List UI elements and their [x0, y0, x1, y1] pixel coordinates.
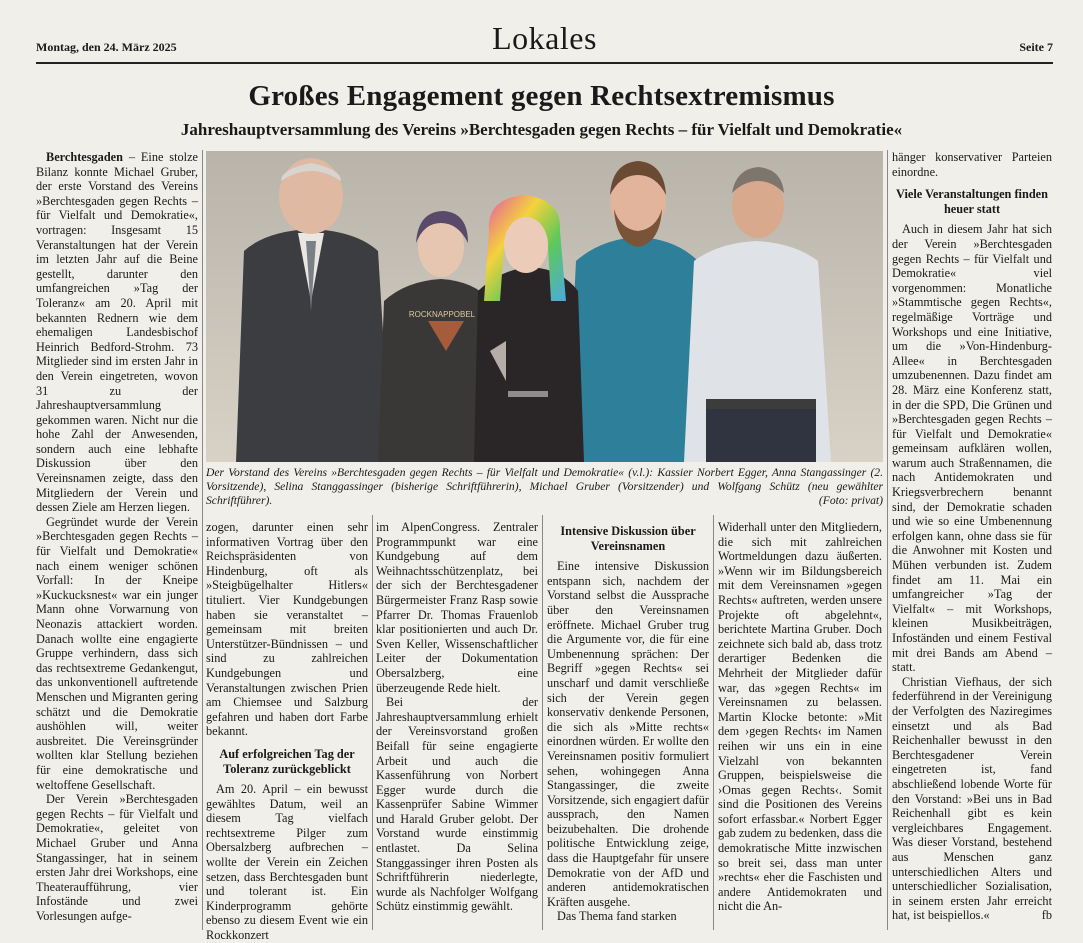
body-paragraph: Gegründet wurde der Verein »Berchtesgaden gegen Rechts – für Vielfalt und Demokratie« nach einem weniger schönen Vorfall: In der Kneipe »Kuckucksnest« war ein junger Mann ohne Vorwarnung von Neonazis attackiert worden. Danach wollte eine engagierte Gruppe verhindern, dass sich das rechtsextreme Gedankengut, das unkonventionell auftretende Menschen und Migranten gering schätzt und die Demokratie aushöhlen will, weiter ausbreitet. Die Vereinsgründer wollten klar Stellung beziehen für eine demokratische und weltoffene Gesellschaft. [36, 514, 198, 792]
page-header [36, 18, 1053, 64]
article-column-1 [36, 150, 198, 930]
lead-text: – Eine stolze Bilanz konnte Michael Gruber, der erste Vorstand des Vereins »Berchtesgaden gegen Rechts – für Vielfalt und Demokratie«, vortragen: Insgesamt 15 Veranstaltungen hat der Verein im letzten Jahr auf die Beine gestellt, darunter den umfangreichen »Tag der Toleranz« am 20. April mit bekannten Rednern wie dem ehemaligen Landesbischof Heinrich Bedford-Strohm. 73 Mitglieder sind im ersten Jahr in den Verein eingetreten, wovon 31 zu der Jahreshauptversammlung gekommen waren. Nicht nur die hohe Zahl der Anwesenden, sondern auch eine lebhafte Diskussion über den Vereinsnamen zeigte, dass den Mitgliedern der Verein und dessen Ziele am Herzen liegen. [36, 150, 198, 515]
article-subheadline: Jahreshauptversammlung des Vereins »Berchtesgaden gegen Rechts – für Vielfalt und Demokratie« [180, 120, 903, 139]
column-rule [372, 515, 373, 930]
body-paragraph: Am 20. April – ein bewusst gewähltes Datum, weil an diesem Tag vielfach rechtsextreme Pilger zum Obersalzberg aufbrechen – wollte der Verein ein Zeichen setzen, dass Berchtesgaden bunt und tolerant ist. Ein Kinderprogramm gehörte ebenso zu diesem Event wie ein Rockkonzert [206, 782, 368, 943]
article-column-4 [547, 520, 709, 930]
column-rule [887, 150, 888, 930]
hoodie-print: ROCKNAPPOBEL [408, 310, 476, 319]
subheading-diskussion: Intensive Diskussion über Vereinsnamen [560, 524, 696, 553]
article-column-3 [376, 520, 538, 930]
body-paragraph: hänger konservativer Parteien einordne. [892, 150, 1052, 179]
article-photo [206, 151, 883, 462]
author-signature: fb [1041, 908, 1052, 923]
body-paragraph: zogen, darunter einen sehr informativen Vortrag über den Reichspräsidenten von Hindenburg, oft als »Steigbügelhalter Hitlers« tituliert. Vier Kundgebungen haben sie veranstaltet – gemeinsam mit breiten Unterstützer-Bündnissen – und sind zu zahlreichen Kundgebungen und Veranstaltungen zwischen Prien am Chiemsee und Salzburg gefahren und haben dort Farbe bekannt. [206, 520, 368, 739]
caption-text: Der Vorstand des Vereins »Berchtesgaden gegen Rechts – für Vielfalt und Demokratie« (v.l.): Kassier Norbert Egger, Anna Stangassinger (2. Vorsitzende), Selina Stanggassinger (bisherige Schriftführerin), Michael Gruber (Vorsitzender) und Wolfgang Schütz (neu gewählter Schriftführer). [206, 466, 883, 507]
section-title: Lokales [492, 20, 597, 56]
dateline: Berchtesgaden [46, 150, 123, 164]
body-paragraph: Eine intensive Diskussion entspann sich, nachdem der Vorstand selbst die Aussprache über den Vereinsnamen eröffnete. Michael Gruber trug die Argumente vor, die für eine Umbenennung sprächen: Der Begriff »gegen Rechts« sei unscharf und damit verschließe sich der Verein gegen konservativ denkende Personen, die sich als »Mitte rechts« einordnen würden. Er wollte den Vereinsnamen positiv formuliert sehen, wohingegen Anna Stangassinger, die zweite Vorsitzende, sich engagiert dafür aussprach, den Namen beizubehalten. Die drohende politische Entwicklung zeige, dass die Hauptgefahr für unsere Demokratie von der AfD und anderen antidemokratischen Kräften ausgehe. [547, 559, 709, 909]
body-paragraph: Der Verein »Berchtesgaden gegen Rechts – für Vielfalt und Demokratie«, geleitet von Michael Gruber und Anna Stangassinger, hat in seinem ersten Jahr drei Workshops, eine Theateraufführung, vier Infostände und zwei Vorlesungen aufge- [36, 792, 198, 923]
group-photo [206, 151, 883, 462]
body-paragraph: Auch in diesem Jahr hat sich der Verein »Berchtesgaden gegen Rechts – für Vielfalt und Demokratie« viel vorgenommen: Monatliche »Stammtische gegen Rechts«, regelmäßige Vorträge und Workshops und eine Initiative, um die »Von-Hindenburg-Allee« in Berchtesgaden umzubenennen. Dazu findet am 28. März eine Konferenz statt, in der die SPD, Die Grünen und »Berchtesgaden gegen Rechts – für Vielfalt und Demokratie« gemeinsam aufklären wollen, warum auch Straßennamen, die nach Antidemokraten und Kriegsverbrechern benannt sind, der Demokratie schaden und wie so eine Umbenennung erfolgen kann, ohne dass sie für die Anwohner mit Kosten und Mühen verbunden ist. Zudem findet am 11. Mai ein umfangreicher »Tag der Vielfalt« – mit Workshops, kleinen Musikbeiträgen, Infoständen und einem Festival mit drei Bands am Abend – statt. [892, 222, 1052, 675]
column-rule [713, 515, 714, 930]
closing-quote: Christian Viefhaus, der sich federführend in der Vereinigung der Verfolgten des Naziregimes einsetzt und als Bad Reichenhaller bewusst in den Berchtesgadener Verein eingetreten ist, fand abschließend lobende Worte für den Vorstand: »Bei uns in Bad Reichenhall gibt es kein vergleichbares Engagement. Was dieser Vorstand, bestehend aus Menschen ganz unterschiedlichen Alters und unterschiedlicher Sozialisation, in seinem ersten Jahr erreicht hat, ist beispiellos.« [892, 674, 1052, 923]
article-column-2 [206, 520, 368, 943]
column-rule [202, 150, 203, 930]
subheading-veranstaltungen: Viele Veranstaltungen finden heuer statt [896, 187, 1048, 216]
body-paragraph: Das Thema fand starken [557, 909, 677, 924]
column-rule [542, 515, 543, 930]
body-paragraph: Bei der Jahreshauptversammlung erhielt der Vereinsvorstand großen Beifall für seine engagierte Arbeit und auch die Kassenführung von Norbert Egger wurde durch die Kassenprüfer Sabine Wimmer und Harald Gruber gelobt. Der Vorstand wurde einstimmig entlastet. Da Selina Stanggassinger ihren Posten als Schriftführerin niederlegte, wurde als Nachfolger Wolfgang Schütz einstimmig gewählt. [376, 695, 538, 914]
lead-paragraph [36, 150, 198, 515]
body-paragraph: im AlpenCongress. Zentraler Programmpunkt war eine Kundgebung auf dem Weihnachtsschützenplatz, bei der sich der Berchtesgadener Bürgermeister Franz Rasp sowie Pfarrer Dr. Thomas Frauenlob klar positionierten und auch Dr. Sven Keller, Wissenschaftlicher Leiter der Dokumentation Obersalzberg, eine überzeugende Rede hielt. [376, 520, 538, 695]
article-headline: Großes Engagement gegen Rechtsextremismus [248, 80, 835, 112]
body-paragraph: Widerhall unter den Mitgliedern, die sich mit zahlreichen Wortmeldungen dazu äußerten. »Wenn wir im Bildungsbereich mit dem Vereinsnamen »gegen Rechts« auftreten, werden unsere Projekte oft abgelehnt«, berichtete Martina Gruber. Doch zeichnete sich bald ab, dass trotz derartiger Bedenken die Mehrheit der Mitglieder dafür war, das »gegen Rechts« im Vereinsnamen zu belassen. Martin Klocke betonte: »Mit dem ›gegen Rechts‹ im Namen reihen wir uns ein in eine Vielzahl von bekannten Gruppen, beispielsweise die ›Omas gegen Rechts‹. Somit sind die Positionen des Vereins sofort erfassbar.« Norbert Egger gab zudem zu bedenken, dass die demokratische Mitte inzwischen so breit sei, dass man unter »rechts« eher die Faschisten und andere Antidemokraten und nicht die An- [718, 520, 882, 914]
article-column-6 [892, 150, 1052, 930]
issue-date: Montag, den 24. März 2025 [36, 40, 177, 54]
subheading-tag-der-toleranz: Auf erfolgreichen Tag der Toleranz zurückgeblickt [219, 746, 355, 776]
page-number: Seite 7 [1019, 40, 1053, 54]
body-paragraph [892, 675, 1052, 923]
photo-credit: (Foto: privat) [818, 494, 883, 507]
photo-caption [206, 466, 883, 508]
article-column-5 [718, 520, 882, 930]
